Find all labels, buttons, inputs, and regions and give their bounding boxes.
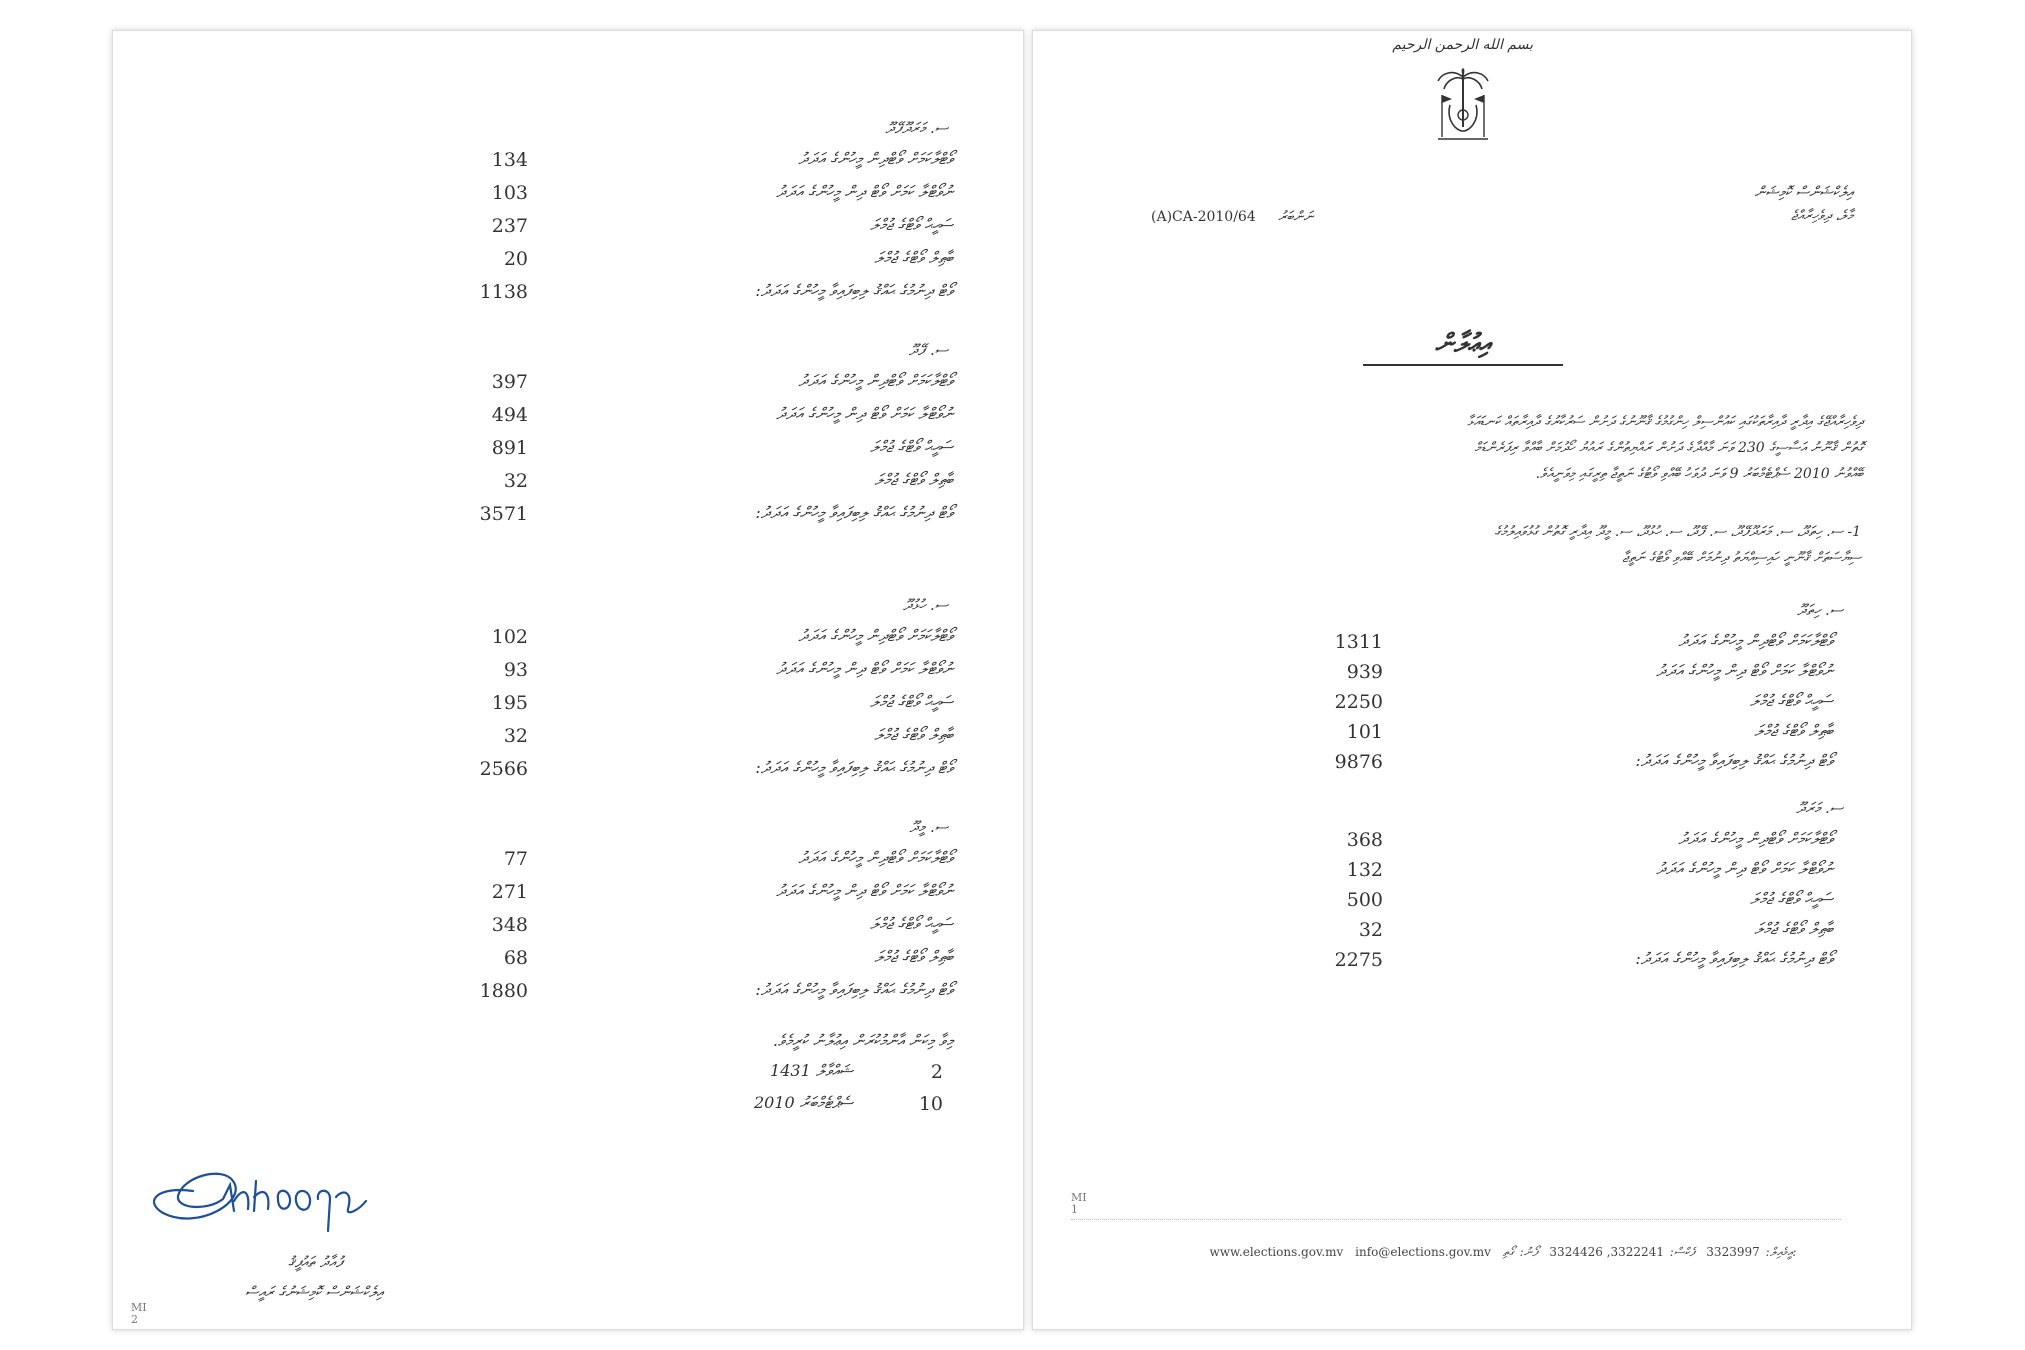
result-row	[113, 725, 1023, 749]
result-label: ބާޠިލް ވޯޓްގެ ޖުމްލަ	[874, 470, 953, 489]
result-value: 500	[1346, 889, 1383, 911]
date-gregorian-month-year: ސެޕްޓެމްބަރު 2010	[753, 1093, 853, 1112]
result-label: ސަޙީޙް ވޯޓްގެ ޖުމްލަ	[870, 914, 953, 933]
signature-image	[138, 1141, 388, 1241]
result-label: ވޯޓް ދިނުމުގެ ޙައްޤު ލިބިފައިވާ މީހުންގެ އަދަދު:	[755, 503, 953, 522]
result-value: 195	[491, 692, 528, 714]
result-value: 3571	[479, 503, 528, 525]
result-value: 20	[503, 248, 528, 270]
result-row	[1033, 661, 1911, 685]
result-label: ބާޠިލް ވޯޓްގެ ޖުމްލަ	[874, 725, 953, 744]
footer-fax: 3323997	[1706, 1245, 1760, 1259]
point-1-paragraph	[1093, 519, 1861, 571]
page-number: 1	[1071, 1203, 1078, 1216]
section-heading: ސ. މީދޫ	[909, 818, 948, 836]
result-row	[113, 149, 1023, 173]
result-label: ބާޠިލް ވޯޓްގެ ޖުމްލަ	[874, 947, 953, 966]
closing-statement: މިވާ މިކަން އާންމުކުރަން އިޢުލާނު ކުރީމެވެ.	[772, 1031, 953, 1050]
result-row	[113, 980, 1023, 1004]
footer-email: info@elections.gov.mv	[1355, 1245, 1491, 1259]
result-value: 102	[491, 626, 528, 648]
result-value: 237	[491, 215, 528, 237]
result-row	[113, 848, 1023, 872]
result-value: 494	[491, 404, 528, 426]
result-row	[1033, 829, 1911, 853]
date-gregorian-day: 10	[918, 1093, 943, 1115]
result-label: ވޯޓްލާކަމަށް ވޯޓްދިން މީހުންގެ އަދަދު	[798, 149, 953, 168]
result-label: ވޯޓްލާކަމަށް ވޯޓްދިން މީހުންގެ އަދަދު	[798, 371, 953, 390]
result-label: ވޯޓް ދިނުމުގެ ޙައްޤު ލިބިފައިވާ މީހުންގެ އަދަދު:	[1635, 751, 1833, 770]
page-mark: MI	[131, 1301, 147, 1314]
result-row	[1033, 691, 1911, 715]
result-row	[113, 404, 1023, 428]
result-row	[113, 281, 1023, 305]
result-label: ވޯޓްލާކަމަށް ވޯޓްދިން މީހުންގެ އަދަދު	[1678, 829, 1833, 848]
result-value: 368	[1346, 829, 1383, 851]
intro-paragraph	[1063, 409, 1863, 487]
result-row	[113, 470, 1023, 494]
result-value: 9876	[1334, 751, 1383, 773]
result-label: ވޯޓް ދިނުމުގެ ޙައްޤު ލިބިފައިވާ މީހުންގެ އަދަދު:	[755, 281, 953, 300]
result-value: 1311	[1334, 631, 1383, 653]
result-label: ނުވޯޓްލާ ކަމަށް ވޯޓް ދިން މީހުންގެ އަދަދު	[776, 182, 953, 201]
section-heading: ސ. ހިތަދޫ	[1797, 601, 1843, 619]
result-label: ވޯޓް ދިނުމުގެ ޙައްޤު ލިބިފައިވާ މީހުންގެ އަދަދު:	[1635, 949, 1833, 968]
footer-fax-label: ފެކްސް:	[1669, 1245, 1695, 1259]
result-value: 93	[503, 659, 528, 681]
result-row	[113, 626, 1023, 650]
result-label: ނުވޯޓްލާ ކަމަށް ވޯޓް ދިން މީހުންގެ އަދަދު	[776, 881, 953, 900]
result-label: ނުވޯޓްލާ ކަމަށް ވޯޓް ދިން މީހުންގެ އަދަދު	[776, 659, 953, 678]
organization-city: މާލެ، ދިވެހިރާއްޖެ	[1790, 208, 1853, 224]
footer-website: www.elections.gov.mv	[1209, 1245, 1344, 1259]
result-value: 77	[503, 848, 528, 870]
result-label: ނުވޯޓްލާ ކަމަށް ވޯޓް ދިން މީހުންގެ އަދަދު	[1656, 661, 1833, 680]
result-label: ވޯޓް ދިނުމުގެ ޙައްޤު ލިބިފައިވާ މީހުންގެ އަދަދު:	[755, 758, 953, 777]
result-label: ބާޠިލް ވޯޓްގެ ޖުމްލަ	[874, 248, 953, 267]
result-label: ވޯޓްލާކަމަށް ވޯޓްދިން މީހުންގެ އަދަދު	[1678, 631, 1833, 650]
result-row	[113, 215, 1023, 239]
result-label: ސަޙީޙް ވޯޓްގެ ޖުމްލަ	[870, 692, 953, 711]
result-label: ނުވޯޓްލާ ކަމަށް ވޯޓް ދިން މީހުންގެ އަދަދު	[776, 404, 953, 423]
result-value: 939	[1346, 661, 1383, 683]
result-row	[113, 692, 1023, 716]
footer-email-label: އީމެއިލް:	[1765, 1245, 1793, 1259]
result-row	[1033, 631, 1911, 655]
result-value: 101	[1346, 721, 1383, 743]
section-heading: ސ. މަރަދޫފޭދޫ	[885, 119, 948, 137]
result-value: 132	[1346, 859, 1383, 881]
result-row	[1033, 721, 1911, 745]
result-value: 134	[491, 149, 528, 171]
result-value: 397	[491, 371, 528, 393]
footer-divider	[1071, 1219, 1841, 1220]
signatory-title: އިލެކްޝަންސް ކޮމިޝަނުގެ ރައީސް	[245, 1283, 383, 1301]
result-row	[113, 659, 1023, 683]
result-value: 32	[503, 470, 528, 492]
paragraph-line: ސިޔާސަތަށް ޤާނޫނީ ހައިސިއްޔަތު ދިނުމަށް ބޭއްވި ވޯޓުގެ ނަތީޖާ	[1622, 550, 1861, 566]
date-hijri-day: 2	[930, 1061, 943, 1083]
result-value: 32	[503, 725, 528, 747]
footer-phone-label: ފޯނު:	[1519, 1245, 1538, 1259]
result-label: ބާޠިލް ވޯޓްގެ ޖުމްލަ	[1754, 919, 1833, 938]
result-row	[1033, 949, 1911, 973]
result-value: 68	[503, 947, 528, 969]
result-label: ސަޙީޙް ވޯޓްގެ ޖުމްލަ	[870, 215, 953, 234]
result-value: 32	[1358, 919, 1383, 941]
result-row	[113, 248, 1023, 272]
result-row	[113, 881, 1023, 905]
date-hijri-month-year: ޝައްވާލް 1431	[770, 1061, 853, 1080]
result-label: ވޯޓްލާކަމަށް ވޯޓްދިން މީހުންގެ އަދަދު	[798, 848, 953, 867]
result-label: ބާޠިލް ވޯޓްގެ ޖުމްލަ	[1754, 721, 1833, 740]
result-value: 891	[491, 437, 528, 459]
result-row	[1033, 889, 1911, 913]
section-heading: ސ. މަރަދޫ	[1796, 799, 1843, 817]
section-heading: ސ. ފޭދޫ	[908, 341, 948, 359]
document-page-2	[112, 30, 1024, 1330]
result-label: ސަޙީޙް ވޯޓްގެ ޖުމްލަ	[1750, 691, 1833, 710]
document-page-1	[1032, 30, 1912, 1330]
document-title: އިޢުލާން	[1363, 329, 1563, 366]
organization-name: އިލެކްޝަންސް ކޮމިޝަން	[1754, 183, 1853, 201]
result-row	[113, 182, 1023, 206]
page-mark: MI	[1071, 1191, 1087, 1204]
result-value: 2275	[1334, 949, 1383, 971]
paragraph-line: 1- ސ. ހިތަދޫ، ސ. މަރަދޫފޭދޫ، ސ. ފޭދޫ، ސ. ހުޅުދޫ، ސ. މީދޫ އިދާރީ ގޮތުން ގުޅުވައިލުމުގެ	[1494, 524, 1861, 540]
result-value: 271	[491, 881, 528, 903]
result-row	[1033, 859, 1911, 883]
footer-contact	[1153, 1245, 1853, 1260]
result-value: 2566	[479, 758, 528, 780]
result-label: ސަޙީޙް ވޯޓްގެ ޖުމްލަ	[870, 437, 953, 456]
result-value: 1138	[479, 281, 528, 303]
result-value: 103	[491, 182, 528, 204]
result-row	[113, 503, 1023, 527]
footer-phone: 3322241, 3324426	[1549, 1245, 1664, 1259]
result-label: ސަޙީޙް ވޯޓްގެ ޖުމްލަ	[1750, 889, 1833, 908]
reference-label: ނަންބަރު	[1278, 209, 1314, 225]
paragraph-line: ގޮތުން ޤާނޫނު އަސާސީގެ 230 ވަނަ މާއްދާގެ ދަށުން ރައްޔިތުންގެ ރައުޔު ހޯދުމަށް ބާއްވާ ރިފަރެންޑަމް	[1474, 440, 1863, 456]
result-row	[1033, 919, 1911, 943]
result-row	[113, 437, 1023, 461]
section-heading: ސ. ހުޅުދޫ	[903, 596, 948, 614]
paragraph-line: ބޭއްވުނު 2010 ސެޕްޓެމްބަރު 9 ވަނަ ދުވަހު ބޭއްވި ވޯޓުގެ ނަތީޖާ ތިރީގައި މިވަނީއެވެ.	[1535, 466, 1863, 482]
paragraph-line: ދިވެހިރާއްޖޭގެ އިދާރީ ދާއިރާތަކުގައި ކައުންސިލް ހިންގުމުގެ ޤާނޫނުގެ ދަށުން ސަރުކާރުގެ ދާއިރާތައް ކަނޑައަޅާ	[1467, 414, 1863, 430]
result-row	[1033, 751, 1911, 775]
state-emblem-icon	[1428, 65, 1498, 145]
footer-address-label: ގޯތި:	[1502, 1245, 1797, 1259]
result-label: ވޯޓްލާކަމަށް ވޯޓްދިން މީހުންގެ އަދަދު	[798, 626, 953, 645]
result-label: ނުވޯޓްލާ ކަމަށް ވޯޓް ދިން މީހުންގެ އަދަދު	[1656, 859, 1833, 878]
result-row	[113, 371, 1023, 395]
reference-number: (A)CA-2010/64	[1151, 209, 1256, 225]
result-label: ވޯޓް ދިނުމުގެ ޙައްޤު ލިބިފައިވާ މީހުންގެ އަދަދު:	[755, 980, 953, 999]
page-number: 2	[131, 1313, 138, 1326]
result-value: 2250	[1334, 691, 1383, 713]
bismillah: بسم الله الرحمن الرحيم	[1392, 37, 1533, 53]
result-row	[113, 947, 1023, 971]
signatory-name: ފުއާދު ތައުފީޤު	[287, 1253, 343, 1271]
result-row	[113, 758, 1023, 782]
reference-line	[1151, 209, 1451, 225]
result-value: 348	[491, 914, 528, 936]
result-row	[113, 914, 1023, 938]
result-value: 1880	[479, 980, 528, 1002]
